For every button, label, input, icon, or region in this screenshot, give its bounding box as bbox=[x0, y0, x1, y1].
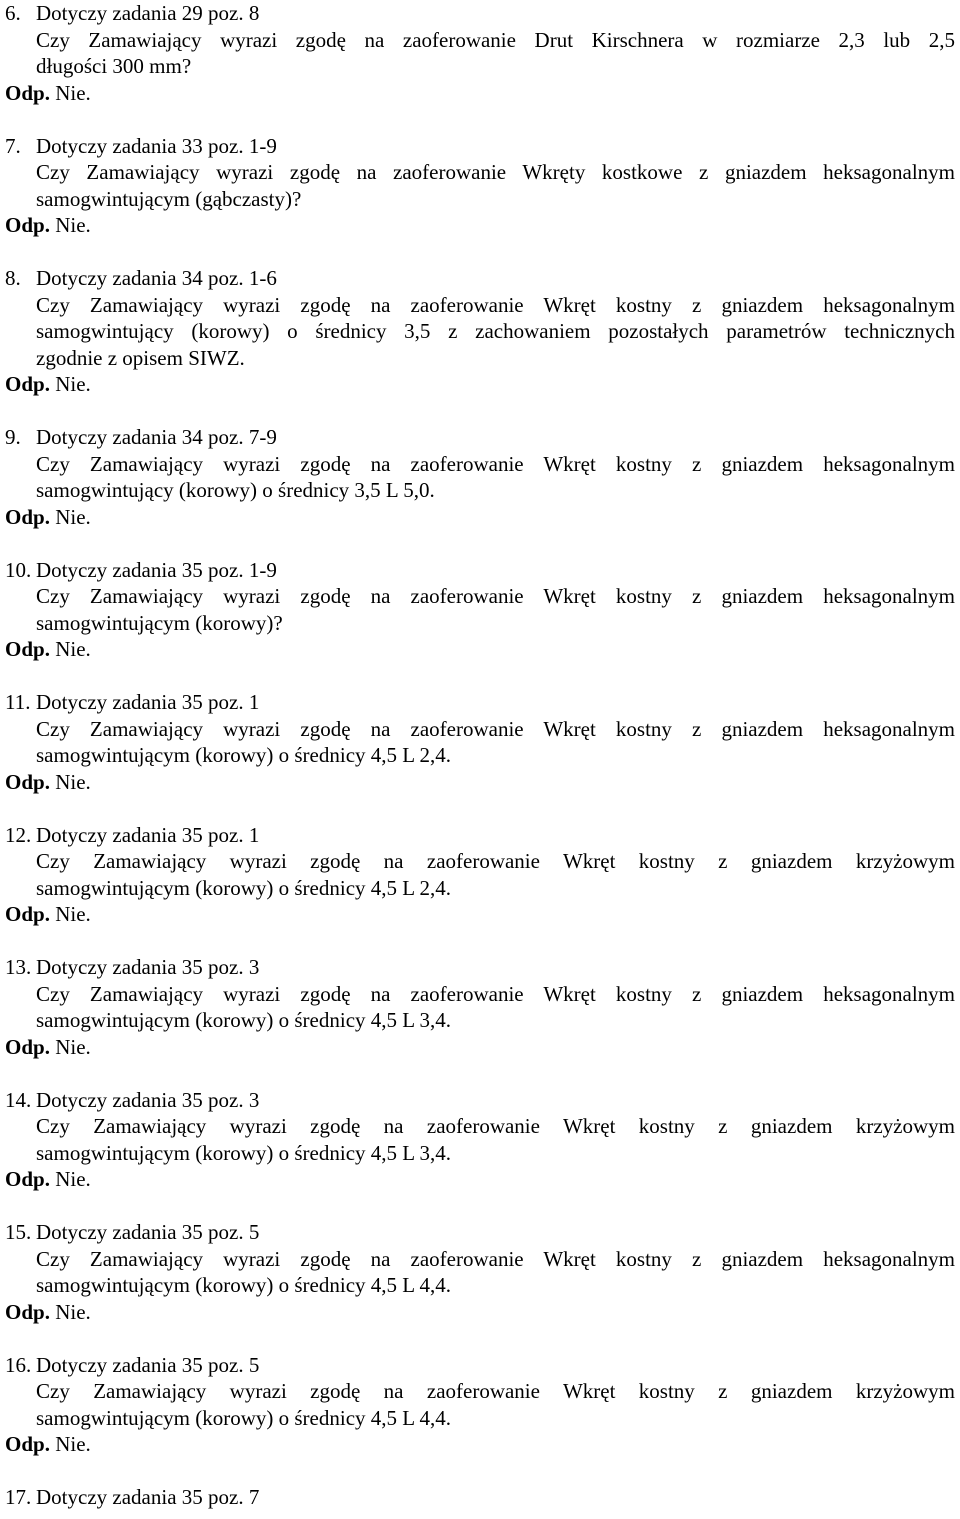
answer-line bbox=[5, 1166, 955, 1193]
question-text-line: długości 300 mm? bbox=[36, 54, 192, 78]
answer-label: Odp. bbox=[5, 1034, 50, 1059]
answer-line bbox=[5, 901, 955, 928]
question-heading bbox=[5, 1087, 955, 1114]
question-item bbox=[5, 265, 955, 424]
question-number: 16. bbox=[5, 1352, 32, 1377]
question-text-line: samogwintującym (korowy) o średnicy 4,5 L 4,4. bbox=[36, 1273, 452, 1297]
question-item bbox=[5, 133, 955, 266]
question-heading bbox=[5, 1484, 955, 1511]
question-number: 15. bbox=[5, 1220, 32, 1244]
answer-line bbox=[5, 636, 955, 663]
answer-label: Odp. bbox=[5, 902, 50, 926]
question-number: 8. bbox=[5, 266, 21, 290]
question-heading-text: Dotyczy zadania 35 poz. 5 bbox=[36, 1220, 260, 1244]
question-item bbox=[5, 424, 955, 557]
question-number: 6. bbox=[5, 1, 21, 25]
question-text-line: samogwintującym (gąbczasty)? bbox=[36, 186, 302, 211]
question-item bbox=[5, 1352, 955, 1485]
question-item bbox=[5, 689, 955, 822]
question-heading bbox=[5, 822, 955, 849]
question-text-line: Czy Zamawiający wyrazi zgodę na zaoferowanie Wkręt kostny z gniazdem heksagonalnym bbox=[36, 584, 955, 608]
question-text-line: Czy Zamawiający wyrazi zgodę na zaoferowanie Wkręt kostny z gniazdem krzyżowym bbox=[36, 1114, 955, 1138]
answer-value: Nie. bbox=[55, 1432, 91, 1456]
answer-value: Nie. bbox=[55, 1299, 91, 1324]
question-text-line: Czy Zamawiający wyrazi zgodę na zaoferowanie Wkręt kostny z gniazdem heksagonalnym bbox=[36, 451, 955, 476]
question-text-line: Czy Zamawiający wyrazi zgodę na zaoferowanie Wkręt kostny z gniazdem krzyżowym bbox=[36, 1379, 955, 1403]
question-heading bbox=[5, 689, 955, 716]
answer-label: Odp. bbox=[5, 213, 50, 237]
question-text-line: samogwintującym (korowy)? bbox=[36, 610, 283, 635]
answer-line bbox=[5, 1431, 955, 1458]
question-heading bbox=[5, 1219, 955, 1246]
question-text-line: Czy Zamawiający wyrazi zgodę na zaoferowanie Wkręt kostny z gniazdem heksagonalnym bbox=[36, 292, 955, 317]
question-heading-text: Dotyczy zadania 35 poz. 3 bbox=[36, 955, 260, 979]
answer-label: Odp. bbox=[5, 637, 50, 661]
question-number: 12. bbox=[5, 822, 32, 847]
question-text-line: samogwintującym (korowy) o średnicy 4,5 L 2,4. bbox=[36, 743, 452, 767]
question-heading bbox=[5, 265, 955, 292]
question-heading bbox=[5, 424, 955, 451]
question-text-line: samogwintującym (korowy) o średnicy 4,5 L 2,4. bbox=[36, 875, 452, 900]
question-number: 10. bbox=[5, 557, 32, 582]
answer-label: Odp. bbox=[5, 372, 50, 396]
answer-line bbox=[5, 1034, 955, 1061]
answer-value: Nie. bbox=[55, 902, 91, 926]
question-item bbox=[5, 0, 955, 133]
document-page bbox=[5, 0, 955, 1511]
question-heading-text: Dotyczy zadania 34 poz. 1-6 bbox=[36, 266, 277, 290]
question-text-line: Czy Zamawiający wyrazi zgodę na zaoferowanie Drut Kirschnera w rozmiarze 2,3 lub 2,5 bbox=[36, 27, 955, 52]
question-list bbox=[5, 0, 955, 1511]
question-heading bbox=[5, 1352, 955, 1379]
answer-value: Nie. bbox=[55, 769, 91, 794]
question-text-line: zgodnie z opisem SIWZ. bbox=[36, 345, 245, 370]
question-number: 17. bbox=[5, 1485, 32, 1509]
question-heading-text: Dotyczy zadania 33 poz. 1-9 bbox=[36, 133, 277, 158]
question-text-line: samogwintujący (korowy) o średnicy 3,5 L 5,0. bbox=[36, 478, 435, 502]
answer-line bbox=[5, 371, 955, 398]
question-text-line: samogwintujący (korowy) o średnicy 3,5 z zachowaniem pozostałych parametrów technicznych bbox=[36, 319, 955, 343]
question-item bbox=[5, 954, 955, 1087]
question-heading bbox=[5, 954, 955, 981]
question-text-line: samogwintującym (korowy) o średnicy 4,5 L 3,4. bbox=[36, 1008, 452, 1032]
question-heading-text: Dotyczy zadania 35 poz. 7 bbox=[36, 1485, 260, 1509]
question-text-line: Czy Zamawiający wyrazi zgodę na zaoferowanie Wkręt kostny z gniazdem krzyżowym bbox=[36, 849, 955, 873]
question-text-line: Czy Zamawiający wyrazi zgodę na zaoferowanie Wkręty kostkowe z gniazdem heksagonalnym bbox=[36, 160, 955, 184]
question-heading-text: Dotyczy zadania 29 poz. 8 bbox=[36, 1, 260, 25]
answer-line bbox=[5, 1299, 955, 1326]
question-text-line: Czy Zamawiający wyrazi zgodę na zaoferowanie Wkręt kostny z gniazdem heksagonalnym bbox=[36, 716, 955, 741]
question-heading-text: Dotyczy zadania 35 poz. 1 bbox=[36, 822, 260, 847]
answer-value: Nie. bbox=[55, 80, 91, 105]
answer-value: Nie. bbox=[55, 372, 91, 396]
answer-label: Odp. bbox=[5, 80, 50, 105]
question-heading-text: Dotyczy zadania 35 poz. 1-9 bbox=[36, 557, 277, 582]
question-item bbox=[5, 1087, 955, 1220]
question-item bbox=[5, 1484, 955, 1511]
question-text-line: Czy Zamawiający wyrazi zgodę na zaoferowanie Wkręt kostny z gniazdem heksagonalnym bbox=[36, 1246, 955, 1271]
answer-label: Odp. bbox=[5, 504, 50, 529]
answer-line bbox=[5, 504, 955, 531]
question-number: 7. bbox=[5, 133, 21, 158]
answer-line bbox=[5, 80, 955, 107]
answer-value: Nie. bbox=[55, 1167, 91, 1191]
question-heading-text: Dotyczy zadania 35 poz. 3 bbox=[36, 1087, 260, 1112]
question-heading-text: Dotyczy zadania 35 poz. 5 bbox=[36, 1352, 260, 1377]
answer-value: Nie. bbox=[55, 1034, 91, 1059]
question-number: 11. bbox=[5, 690, 31, 714]
question-item bbox=[5, 557, 955, 690]
answer-value: Nie. bbox=[55, 504, 91, 529]
question-number: 13. bbox=[5, 955, 32, 979]
question-number: 9. bbox=[5, 425, 21, 449]
question-item bbox=[5, 822, 955, 955]
answer-label: Odp. bbox=[5, 769, 50, 794]
answer-value: Nie. bbox=[55, 213, 91, 237]
question-text-line: samogwintującym (korowy) o średnicy 4,5 L 4,4. bbox=[36, 1405, 452, 1430]
answer-line bbox=[5, 769, 955, 796]
answer-line bbox=[5, 212, 955, 239]
question-text-line: samogwintującym (korowy) o średnicy 4,5 L 3,4. bbox=[36, 1140, 452, 1165]
answer-label: Odp. bbox=[5, 1299, 50, 1324]
question-heading bbox=[5, 133, 955, 160]
question-item bbox=[5, 1219, 955, 1352]
question-heading bbox=[5, 0, 955, 27]
answer-value: Nie. bbox=[55, 637, 91, 661]
question-heading-text: Dotyczy zadania 35 poz. 1 bbox=[36, 690, 260, 714]
question-text-line: Czy Zamawiający wyrazi zgodę na zaoferowanie Wkręt kostny z gniazdem heksagonalnym bbox=[36, 981, 955, 1006]
answer-label: Odp. bbox=[5, 1167, 50, 1191]
question-heading bbox=[5, 557, 955, 584]
answer-label: Odp. bbox=[5, 1432, 50, 1456]
question-heading-text: Dotyczy zadania 34 poz. 7-9 bbox=[36, 425, 277, 449]
question-number: 14. bbox=[5, 1087, 32, 1112]
